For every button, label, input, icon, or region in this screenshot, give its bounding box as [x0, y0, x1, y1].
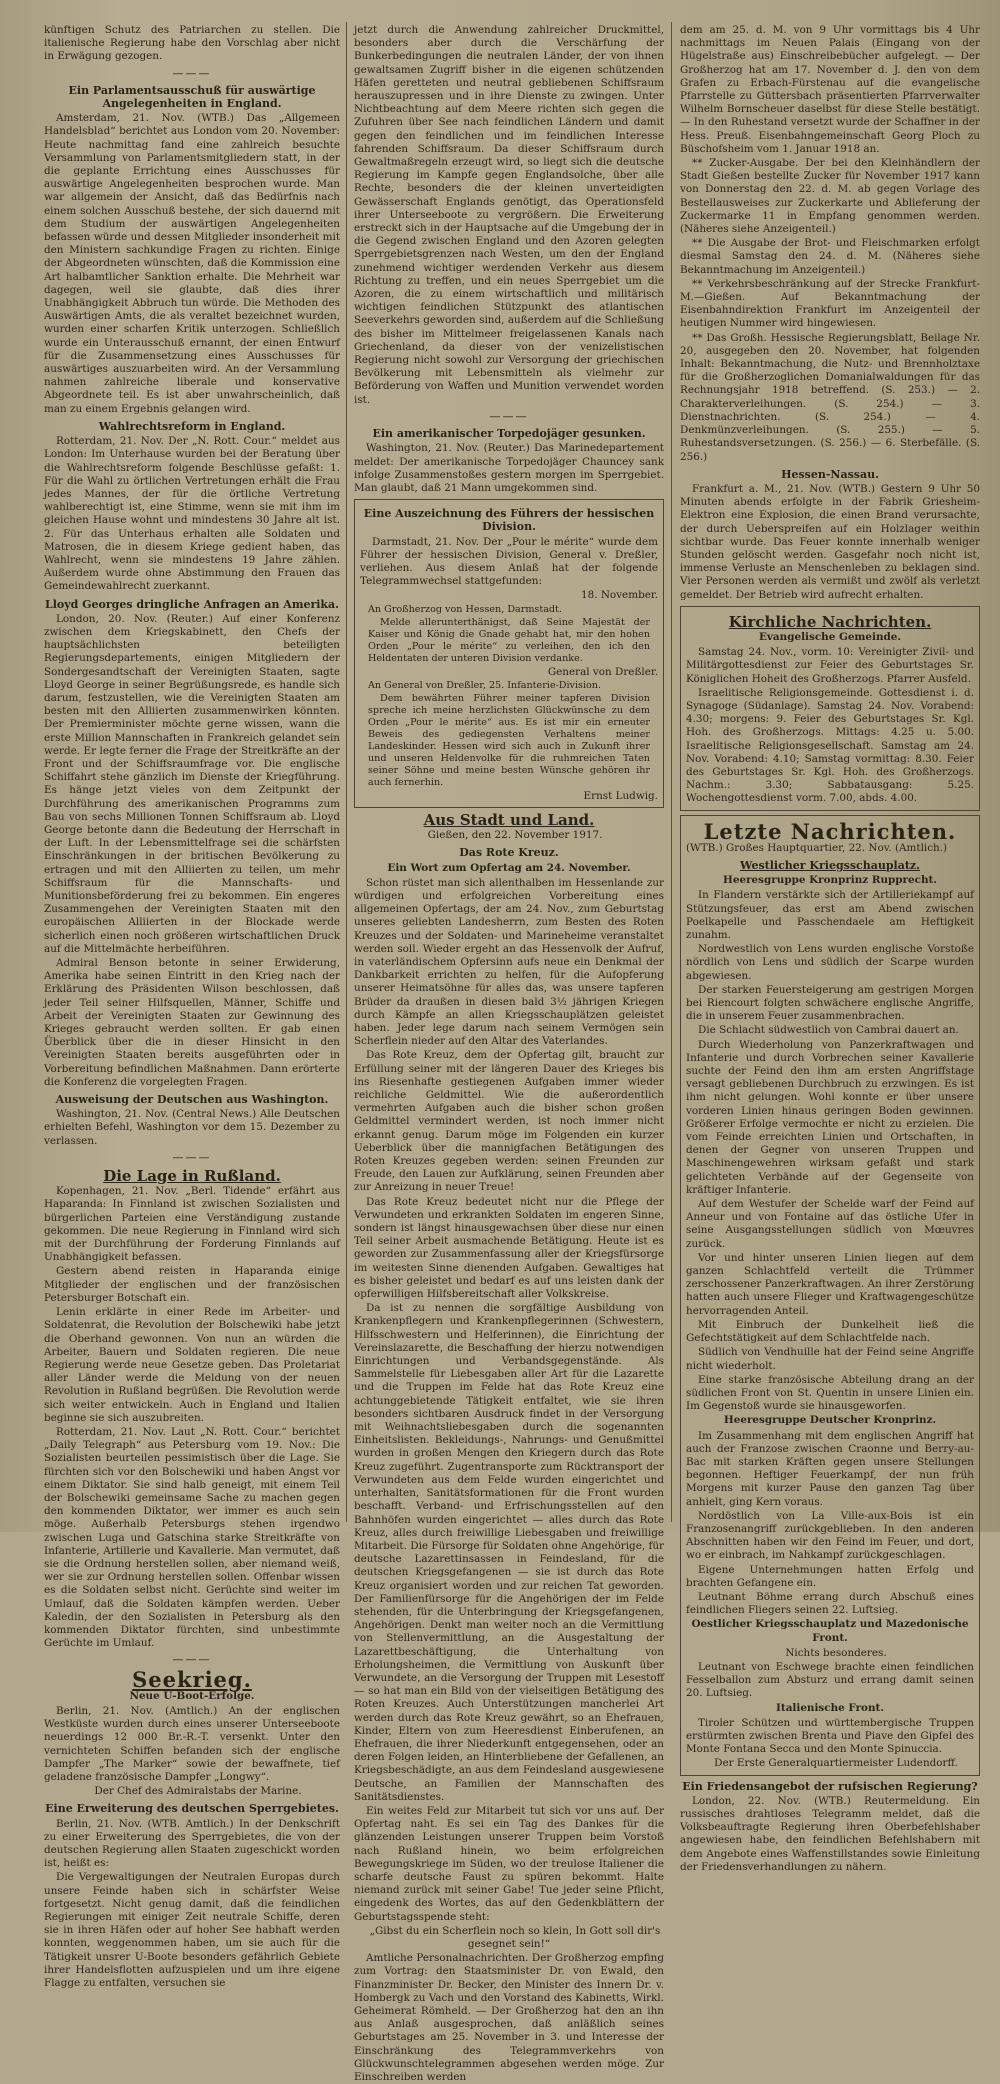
telegram-date: 18. November. — [581, 589, 658, 602]
telegram-address: An Großherzog von Hessen, Darmstadt. — [368, 603, 562, 615]
article-text: Berlin, 21. Nov. (WTB. Amtlich.) In der Denkschrift zu einer Erweiterung des Sperrgebietes, die von der deutschen Regierung allen Staaten zugeschickt worden ist, heißt es: — [44, 1817, 340, 1870]
article-text: Rotterdam, 21. Nov. Laut „N. Rott. Cour.“ berichtet „Daily Telegraph“ aus Petersburg vom 19. Nov.: Die Sozialisten beurteilen pessimistisch über die Lage. Sie fürchten sich vor den Bolschewiki und haben Angst vor einem Diktator. Sie sind halb geneigt, mit einem Teil der Bolschewiki gemeinsame Sache zu machen gegen den kommenden Diktator, wer immer es auch sein möge. Außerhalb Petersburgs stehen irgendwo zwischen Luga und Gatschina starke Streitkräfte von Infanterie, Artillerie und Kavallerie. Man vermutet, daß sie die Ordnung herstellen sollen, aber niemand weiß, wer sie zur Ordnung herstellen sollen. Offenbar wissen es die Soldaten selbst nicht. Gerüchte sind weiter im Umlauf, daß die Soldaten kämpfen werden. Ueber Kaledin, der den Sozialisten in Petersburg als den kommenden Diktator fürchten, sind unbestimmte Gerüchte im Umlauf. — [44, 1425, 340, 1650]
separator: ——— — [172, 1150, 212, 1164]
article-text: künftigen Schutz des Patriarchen zu stellen. Die italienische Regierung habe den Vorschlag aber nicht in Erwägung gezogen. — [44, 24, 340, 63]
article-text: In Flandern verstärkte sich der Artilleriekampf auf Stützungsfeuer, das erst am Abend zwischen Poelkapelle und Passchendaele am Heftigkeit zunahm. — [686, 889, 974, 941]
article-heading: Westlicher Kriegsschauplatz. — [740, 858, 920, 872]
article-text: Amtliche Personalnachrichten. Der Großherzog empfing zum Vortrag: den Staatsminister Dr. von Ewald, den Finanzminister Dr. Becker, den Minister des Innern Dr. v. Hombergk zu Vach und den Vorstand des Kabinetts, Wirkl. Geheimerat Römheld. — Der Großherzog hat den an ihn aus Anlaß ausgesprochen, daß anläßlich seines Geburtstages am 25. November in 3. und Interesse der Einschränkung des Telegrammverkehrs von Glückwunschtelegrammen abgesehen werden möge. Zur Einschreiben werden — [354, 1952, 664, 2084]
article-text: Lenin erklärte in einer Rede im Arbeiter- und Soldatenrat, die Revolution der Bolschewiki habe jetzt die Oberhand gewonnen. Von nun an würden die Arbeiter, Bauern und Soldaten regieren. Die neue Regierung werde neue Gesetze geben. Das Proletariat aller Länder werde die Meldung von der neuen Revolution in Rußland begrüßen. Die Revolution werde sich weiter entwickeln. Auch in England und Italien beginne sie sich auszubreiten. — [44, 1306, 340, 1424]
article-text: Samstag 24. Nov., vorm. 10: Vereinigter Zivil- und Militärgottesdienst zur Feier des Geburtstages Sr. Königlichen Hoheit des Großherzogs. Pfarrer Ausfeld. — [686, 646, 974, 685]
verse: „Gibst du ein Scherflein noch so klein, In Gott soll dir's gesegnet sein!“ — [369, 1924, 661, 1950]
article-text: Kopenhagen, 21. Nov. „Berl. Tidende“ erfährt aus Haparanda: In Finnland ist zwischen Sozialisten und bürgerlichen Parteien eine Verständigung zustande gekommen. Die neue Regierung in Finnland wird sich mit der Durchführung der Forderung Finnlands auf Unabhängigkeit befassen. — [44, 1185, 340, 1264]
section-heading: Aus Stadt und Land. — [423, 810, 595, 829]
column-rule — [671, 22, 672, 1522]
article-heading: Ein amerikanischer Torpedojäger gesunken. — [372, 427, 646, 441]
separator: ——— — [172, 1653, 212, 1667]
column-1 — [44, 24, 340, 1990]
telegram-address: An General von Dreßler, 25. Infanterie-Division. — [368, 679, 602, 691]
article-text: Auf dem Westufer der Schelde warf der Feind auf Anneur und von Fontaine auf das östliche Ufer in seine Ausgangsstellungen südlich von Mœuvres zurück. — [686, 1198, 974, 1250]
framed-article — [680, 815, 980, 1776]
article-text: dem am 25. d. M. von 9 Uhr vormittags bis 4 Uhr nachmittags im Neuen Palais (Eingang von der Hügelstraße aus) Einschreibebücher aufgelegt. — Der Großherzog hat am 17. November d. J. den von dem Grafen zu Erbach-Fürstenau auf die evangelische Pfarrstelle zu Güttersbach präsentierten Pfarrverwalter Wilhelm Bornscheuer daselbst für diese Stelle bestätigt. — In den Ruhestand versetzt wurde der Schaffner in der Hess. Preuß. Eisenbahngemeinschaft Georg Ploch zu Büschofsheim vom 1. Januar 1918 an. — [680, 24, 980, 155]
article-heading: Hessen-Nassau. — [781, 467, 879, 481]
article-text: Schon rüstet man sich allenthalben im Hessenlande zur würdigen und erfolgreichen Vorbereitung eines allgemeinen Opfertags, der am 24. Nov., zum Geburtstag unseres geliebten Landesherrn, zum Besten des Roten Kreuzes und der Soldaten- und Marineheime veranstaltet werden soll. Wieder ergeht an das Hessenvolk der Aufruf, in vaterländischem Opfersinn aufs neue ein Denkmal der Dankbarkeit errichten zu helfen, für die Aufopferung unserer Heimatsöhne für alles das, was unsere tapferen Brüder da draußen in diesen bald 3½ jährigen Kriegen durch Kämpfe an allen Kriegsschauplätzen geleistet haben. Jeder lege darum nach seinem Vermögen sein Scherflein nieder auf den Altar des Vaterlandes. — [354, 876, 664, 1048]
signature: Der Chef des Admiralstabs der Marine. — [94, 1785, 302, 1798]
article-subheading: Oestlicher Kriegsschauplatz und Mazedonische Front. — [691, 1618, 969, 1644]
column-3 — [680, 24, 980, 1873]
article-heading: Eine Erweiterung des deutschen Sperrgebietes. — [45, 1802, 339, 1816]
article-text: Eigene Unternehmungen hatten Erfolg und brachten Gefangene ein. — [686, 1563, 974, 1589]
section-heading: Kirchliche Nachrichten. — [728, 612, 932, 631]
article-text: Das Rote Kreuz, dem der Opfertag gilt, braucht zur Erfüllung seiner mit der längeren Dauer des Krieges bis ins Riesenhafte gestiegenen Aufgaben immer wieder reichliche Geldmittel. Wie die außerordentlich vermehrten Aufgaben auch die bisher schon großen Geldmittel vermindert werden, ist noch immer nicht erkannt genug. Darum möge im Folgenden ein kurzer Ueberblick über die mannigfachen Betätigungen des Roten Kreuzes gegeben werden: seinen Freunden zur Freude, den Lauen zur Aufklärung, seinen Freunden aber zur Anreizung in neuer Treue! — [354, 1049, 664, 1194]
framed-article — [680, 606, 980, 811]
article-text: Israelitische Religionsgemeinde. Gottesdienst i. d. Synagoge (Südanlage). Samstag 24. Nov. Vorabend: 4.30; morgens: 9. Feier des Geburtstages Sr. Kgl. Hoh. des Großherzogs. Mittags: 4.25 u. 5.00. Israelitische Religionsgesellschaft. Samstag am 24. Nov. Vorabend: 4.10; Samstag vormittag: 8.30. Feier des Geburtstages Sr. Kgl. Hoh. des Großherzogs. Nachm.: 3.30; Sabbatausgang: 5.25. Wochengottesdienst vorm. 7.00, abds. 4.00. — [686, 686, 974, 805]
dateline: Gießen, den 22. November 1917. — [427, 829, 603, 842]
article-text: Washington, 21. Nov. (Central News.) Alle Deutschen erhielten Befehl, Washington vor dem 15. Dezember zu verlassen. — [44, 1108, 340, 1147]
article-text: Mit Einbruch der Dunkelheit ließ die Gefechtstätigkeit auf dem Schlachtfelde nach. — [686, 1318, 974, 1345]
article-text: Südlich von Vendhuille hat der Feind seine Angriffe nicht wiederholt. — [686, 1346, 974, 1372]
separator: ——— — [172, 66, 212, 80]
article-text: Amsterdam, 21. Nov. (WTB.) Das „Allgemeen Handelsblad“ berichtet aus London vom 20. November: Heute nachmittag fand eine zahlreich besuchte Versammlung von Parlamentsmitgliedern statt, in der die geplante Errichtung eines Ausschusses für auswärtige Angelegenheiten besprochen wurde. Man war allgemein der Ansicht, daß das Bedürfnis nach einem solchen Ausschuß bestehe, der sich dauernd mit dem Studium der auswärtigen Angelegenheiten befassen würde und dessen Mitglieder insonderheit mit den Ministern sachkundige Fragen zu richten. Einige der Abgeordneten wünschten, daß die Kommission eine Art halbamtlicher Sanktion erhalte. Die Mehrheit war dagegen, weil sie glaubte, daß dies ihrer Unabhängigkeit Abbruch tun würde. Die Methoden des Auswärtigen Amts, die als veraltet bezeichnet wurden, wurden einer scharfen Kritik unterzogen. Schließlich wurde ein Unterausschuß ernannt, der einen Entwurf für die Zusammensetzung eines Ausschusses für auswärtiges auszuarbeiten wird. An der Versammlung nahmen zahlreiche liberale und konservative Abgeordnete teil. Es ist aber unwahrscheinlich, daß man zu einem Ergebnis gelangen wird. — [44, 112, 340, 415]
article-text: ** Das Großh. Hessische Regierungsblatt, Beilage Nr. 20, ausgegeben den 20. November, hat folgenden Inhalt: Bekanntmachung, die Nutz- und Brennholztaxe für die Großherzoglichen Domanialwaldungen für das Rechnungsjahr 1918 betreffend. (S. 253.) — 2. Charakterverleihungen. (S. 254.) — 3. Dienstnachrichten. (S. 254.) — 4. Denkmünzverleihungen. (S. 255.) — 5. Ruhestandsversetzungen. (S. 256.) — 6. Sterbefälle. (S. 256.) — [680, 331, 980, 463]
section-heading: Letzte Nachrichten. — [703, 818, 957, 844]
article-heading: Ausweisung der Deutschen aus Washington. — [55, 1093, 329, 1107]
article-heading: Eine Auszeichnung des Führers der hessischen Division. — [363, 507, 655, 534]
article-subheading: Heeresgruppe Deutscher Kronprinz. — [723, 1414, 937, 1427]
section-heading: Die Lage in Rußland. — [103, 1167, 281, 1186]
article-text: Die Schlacht südwestlich von Cambrai dauert an. — [698, 1024, 959, 1037]
signature: General von Dreßler. — [547, 665, 658, 678]
section-subheading: Neue U-Boot-Erfolge. — [129, 1689, 255, 1702]
article-text: Gestern abend reisten in Haparanda einige Mitglieder der englischen und der französischen Petersburger Botschaft ein. — [44, 1265, 340, 1304]
framed-article — [354, 499, 664, 808]
article-text: Eine starke französische Abteilung drang an der südlichen Front von St. Quentin in unsere Linien ein. Im Gegenstoß wurde sie hinausgeworfen. — [686, 1373, 974, 1413]
article-text: Washington, 21. Nov. (Reuter.) Das Marinedepartement meldet: Der amerikanische Torpedojäger Chauncey sank infolge Zusammenstoßes gestern morgen im Sperrgebiet. Man glaubt, daß 21 Mann umgekommen sind. — [354, 442, 664, 494]
article-heading: Das Rote Kreuz. — [459, 846, 559, 860]
article-text: ** Zucker-Ausgabe. Der bei den Kleinhändlern der Stadt Gießen bestellte Zucker für November 1917 kann von Donnerstag den 22. d. M. ab gegen Vorlage des Bestellausweises zur Zuckerkarte und Ablieferung der Zuckermarke 11 in Empfang genommen werden. (Näheres siehe Anzeigenteil.) — [680, 157, 980, 236]
article-text: Ein weites Feld zur Mitarbeit tut sich vor uns auf. Der Opfertag naht. Es sei ein Tag des Dankes für die glänzenden Leistungen unserer Truppen beim Vorstoß nach Rußland hinein, wo beim erfolgreichen Bewegungskriege im Süden, wo der treulose Italiener die scharfe deutsche Faust zu spüren bekommt. Halte niemand zurück mit seiner Gabe! Tue jeder seine Pflicht, eingedenk des Wortes, das auf den Gedenkblättern der Geburtstagsspende steht: — [354, 1804, 664, 1923]
article-text: Im Zusammenhang mit dem englischen Angriff hat auch der Franzose zwischen Craonne und Berry-au-Bac mit starken Kräften gegen unsere Stellungen begonnen. Heftiger Feuerkampf, der nun früh Morgens mit kurzer Pause den ganzen Tag über anhielt, ging Kern voraus. — [686, 1429, 974, 1508]
article-text: Da ist zu nennen die sorgfältige Ausbildung von Krankenpflegern und Krankenpflegerinnen (Schwestern, Hilfsschwestern und Helferinnen), die Einrichtung der Vereinslazarette, die Beschaffung der hierzu notwendigen Einrichtungen und Verbandsgegenstände. Als Sammelstelle für Liebesgaben aller Art für die Lazarette und die Truppen im Felde hat das Rote Kreuz eine achtunggebietende Tätigkeit entfaltet, wie sie ihren besonders sichtbaren Ausdruck findet in der Versorgung mit Weihnachtsliebesgaben durch die sogenannten Einheitslisten. Bekleidungs-, Nahrungs- und Genußmittel wurden in großen Mengen den Kriegern durch das Rote Kreuz zugeführt. Zugentransporte zum Rücktransport der Verwundeten aus dem Felde wurden eingerichtet und unterhalten, Sanitätsformationen für die Front wurden beschafft. Verband- und Erfrischungsstellen auf den Bahnhöfen wurden eingerichtet — alles durch das Rote Kreuz, alles durch freiwillige Liebesgaben und freiwillige Mitarbeit. Die Fürsorge für Soldaten ohne Angehörige, für deutsche Lazarettinsassen in Feindesland, für die deutschen Kriegsgefangenen — sie ist durch das Rote Kreuz organisiert worden und zur reichen Tat geworden. Der Familienfürsorge für die Angehörigen der im Felde stehenden, für die Unterbringung der Kriegsgefangenen, Angehörigen. Denkt man weiter noch an die Vermittlung von Stellenvermittlung, an die Ausgestaltung der Lazarettbeschäftigung, die Unterhaltung von Erholungsheimen, die Vermittlung von Auskunft über Verwundete, an die Versorgung der Truppen mit Lesestoff — so hat man ein Bild von der vielseitigen Betätigung des Roten Kreuzes. Auch Unterstützungen mancherlei Art werden durch das Rote Kreuz gewährt, so an Ehefrauen, Kinder, Eltern von zum Heeresdienst Einberufenen, an Ehefrauen, die ihrer Niederkunft entgegensehen, oder an deren Folgen leiden, an Hinterbliebene der Gefallenen, an Kriegsbeschädigte, an aus dem Feindesland ausgewiesene Deutsche, an Familien der Mannschaften des Sanitätsdienstes. — [354, 1302, 664, 1803]
signature: Ernst Ludwig. — [583, 789, 658, 802]
article-heading: Ein Parlamentsausschuß für auswärtige Angelegenheiten in England. — [68, 83, 316, 111]
article-text: Durch Wiederholung von Panzerkraftwagen und Infanterie und durch Vorbrechen seiner Kavallerie suchte der Feind den ihm am ersten Angriffstage versagt gebliebenen Durchbruch zu erzwingen. Es ist ihm nicht gelungen. Wohl konnte er über unsere vorderen Linien hinaus geringen Boden gewinnen. Größerer Erfolge vermochte er nicht zu erzielen. Die vom Feinde erreichten Linien und Ortschaften, in denen der Gegner von unseren Truppen und Maschinengewehren wirksam gefaßt und stark gelichteten Verbände auf der Gegenseite von kräftiger Infanterie. — [686, 1038, 974, 1196]
column-2 — [354, 24, 664, 2084]
article-text: (WTB.) Großes Hauptquartier, 22. Nov. (Amtlich.) — [686, 841, 948, 854]
article-text: Berlin, 21. Nov. (Amtlich.) An der englischen Westküste wurden durch eines unserer Unterseeboote neuerdings 12 000 Br.-R.-T. versenkt. Unter den vernichteten Schiffen befanden sich der englische Dampfer „The Marker“ sowie der bewaffnete, tief geladene französische Dampfer „Longwy“. — [44, 1704, 340, 1783]
article-text: Nichts besonderes. — [785, 1646, 887, 1659]
article-heading: Wahlrechtsreform in England. — [98, 419, 286, 433]
telegram-text: Melde allerunterthänigst, daß Seine Majestät der Kaiser und König die Gnade gehabt hat, mir den hohen Orden „Pour le mérite“ zu verleihen, den ich den Heldentaten der unteren Division verdanke. — [368, 616, 650, 664]
article-text: jetzt durch die Anwendung zahlreicher Druckmittel, besonders aber durch die Verschärfung der Bunkerbedingungen die neutralen Länder, der von ihnen gewaltsamen Zugriff bisher in die eigenen schützenden Häfen geretteten und neutral gebliebenen Schiffsraum herauszupressen und in ihre Dienste zu zwingen. Unter Nichtbeachtung auf dem Meere richten sich gegen die Zufuhren über See nach feindlichen Ländern und damit gegen den feindlichen und im feindlichen Interesse fahrenden Schiffsraum. Da dieser Schiffsraum durch Gewaltmaßregeln erzeugt wird, so liegt sich die deutsche Regierung im Kampfe gegen Englandsolche, über alle Rechte, besonders die der kleinen unverteidigten Gewässerschaft Englands genötigt, das Operationsfeld ihrer Unterseeboote zu vergrößern. Die Erweiterung erstreckt sich in der Hauptsache auf die Umgebung der in die Gegend zwischen England und den Azoren gelegten Sperrgebietsgrenzen nach Westen, um den der England zunehmend wichtiger werdenden Verkehr aus diesem Richtung zu treffen, und ein neues Sperrgebiet um die Azoren, die zu einem wirtschaftlich und militärisch wichtigen feindlichen Stützpunkt des atlantischen Seeverkehrs geworden sind, außerdem auf die Schließung des bisher im Mittelmeer freigelassenen Kanals nach Griechenland, da dieser von der venizelistischen Regierung nicht sowohl zur Versorgung der griechischen Bevölkerung mit Lebensmitteln als vielmehr zur Beförderung von Waffen und Munition verwendet worden ist. — [354, 24, 664, 406]
article-heading: Lloyd Georges dringliche Anfragen an Amerika. — [44, 597, 340, 611]
section-heading: Seekrieg. — [132, 1666, 252, 1692]
separator: ——— — [489, 409, 529, 423]
article-text: London, 22. Nov. (WTB.) Reutermeldung. Ein russisches drahtloses Telegramm meldet, daß die Volksbeauftragte Regierung ihren Oberbefehlshaber angewiesen habe, den feindlichen Befehlshabern mit dem Angebote eines Waffenstillstandes sowie Einleitung der Friedensverhandlungen zu nähern. — [680, 1794, 980, 1873]
article-text: Leutnant Böhme errang durch Abschuß eines feindlichen Fliegers seinen 22. Luftsieg. — [686, 1590, 974, 1617]
signature: Der Erste Generalquartiermeister Ludendorff. — [714, 1757, 958, 1770]
article-subheading: Italienische Front. — [776, 1701, 884, 1714]
article-text: Nordöstlich von La Ville-aux-Bois ist ein Franzosenangriff zurückgeblieben. In den anderen Abschnitten haben wir den Feind im Feuer, und dort, wo er einbrach, im Nahkampf zurückgeschlagen. — [686, 1509, 974, 1562]
article-subheading: Ein Wort zum Opfertag am 24. November. — [387, 861, 631, 874]
article-text: Der starken Feuersteigerung am gestrigen Morgen bei Riencourt folgten schwächere englische Angriffe, die in unserem Feuer zusammenbrachen. — [686, 983, 974, 1023]
article-text: Frankfurt a. M., 21. Nov. (WTB.) Gestern 9 Uhr 50 Minuten abends erfolgte in der Fabrik Griesheim-Elektron eine Explosion, die einen Brand verursachte, der durch Ueberspreifen auf ein Holzlager weithin sichtbar wurde. Das Feuer konnte innerhalb weniger Stunden gelöscht werden. Gasgefahr noch nicht ist, immense Verluste an Menschenleben zu beklagen sind. Vier Personen werden als vermißt und zwölf als verletzt gemeldet. Der Betrieb wird aufrecht erhalten. — [680, 482, 980, 601]
article-text: Nordwestlich von Lens wurden englische Vorstoße nördlich von Lens und südlich der Scarpe wurden abgewiesen. — [686, 943, 974, 982]
article-text: Admiral Benson betonte in seiner Erwiderung, Amerika habe seinen Eintritt in den Krieg nach der Erklärung des Präsidenten Wilson beschlossen, daß jeder Teil seiner Hilfsquellen, Männer, Schiffe und Arbeit der Vereinigten Staaten zur Gewinnung des Krieges gebraucht werden sollten. Er gab einen Überblick über die in dieser Hinsicht in den Vereinigten Staaten bereits ausgeführten oder in Vorbereitung befindlichen Maßnahmen. Dann erörterte die Konferenz die vorgelegten Fragen. — [44, 957, 340, 1088]
article-text: ** Die Ausgabe der Brot- und Fleischmarken erfolgt diesmal Samstag den 24. d. M. (Näheres siehe Bekanntmachung im Anzeigenteil.) — [680, 237, 980, 276]
article-text: Das Rote Kreuz bedeutet nicht nur die Pflege der Verwundeten und erkrankten Soldaten im engeren Sinne, sondern ist längst hinausgewachsen über diese nur einen Teil seiner Arbeit ausmachende Betätigung. Heute ist es geworden zur Zusammenfassung aller der Kriegsfürsorge im weitesten Sinne dienenden Aufgaben. Gewaltiges hat es bisher geleistet und bedarf es auf uns leisten dank der opferwilligen Hilfsbereitschaft aller Volkskreise. — [354, 1195, 664, 1301]
article-text: Rotterdam, 21. Nov. Der „N. Rott. Cour.“ meldet aus London: Im Unterhause wurden bei der Beratung über die Wahlrechtsreform folgende Beschlüsse gefaßt: 1. Für die Wahl zu örtlichen Vertretungen erhält die Frau jedes Mannes, der für die örtliche Vertretung wahlberechtigt ist, eine Stimme, wenn sie mit ihm im gleichen Hause wohnt und mindestens 30 Jahre alt ist. 2. Für das Unterhaus erhalten alle Soldaten und Matrosen, die in diesem Kriege gedient haben, das Wahlrecht, wenn sie mindestens 19 Jahre zählen. Außerdem wurde ohne Abstimmung den Frauen das Gemeindewahlrecht zuerkannt. — [44, 435, 340, 593]
article-text: London, 20. Nov. (Reuter.) Auf einer Konferenz zwischen dem Kriegskabinett, den Chefs der hauptsächlichsten beteiligten Regierungsdepartements, einigen Mitgliedern der Sondergesandtschaft der Vereinigten Staaten, sagte Lloyd George in seiner Begrüßungsrede, es handle sich darum, festzustellen, wie die Vereinigten Staaten am besten mit den Alliierten zusammenwirken könnten. Der Premierminister möchte gerne wissen, wann die erste Million Mannschaften in Frankreich gelandet sein werde. Er legte ferner die Frage der Streitkräfte an der Front und der Schiffsraumfrage vor. Die englische Schiffahrt stehe gänzlich im Dienste der Kriegführung. Es hänge jetzt vieles von dem Zeitpunkt der Durchführung des amerikanischen Programms zum Bau von sechs Millionen Tonnen Schiffsraum ab. Lloyd George betonte dann die Bedeutung der Herrschaft in der Luft. In der Lebensmittelfrage sei die schärfsten Einschränkungen in der britischen Bevölkerung zu ertragen und mit den Alliierten zu teilen, um mehr Schiffsraum für die Mannschafts- und Munitionsbeförderung frei zu bekommen. Ein engeres Zusammengehen der Vereinigten Staaten mit den europäischen Alliierten in der Blockade werde sicherlich einen noch größeren wirtschaftlichen Druck auf die Mittelmächte herbeiführen. — [44, 612, 340, 955]
telegram-text: Dem bewährten Führer meiner tapferen Division spreche ich meine herzlichsten Glückwünsche zu dem Orden „Pour le mérite“ aus. Es ist mir ein erneuter Beweis des gediegensten Verhaltens meiner Landeskinder. Hessen wird sich auch in Zukunft ihrer und unseren Heldenvolke für die ruhmreichen Taten seiner Söhne und meine besten Wünsche gehören ihr auch fernerhin. — [368, 692, 650, 788]
article-heading: Ein Friedensangebot der rufsischen Regierung? — [682, 1779, 978, 1793]
section-subheading: Evangelische Gemeinde. — [758, 630, 902, 643]
column-rule — [346, 22, 347, 1522]
article-text: ** Verkehrsbeschränkung auf der Strecke Frankfurt-M.—Gießen. Auf Bekanntmachung der Eisenbahndirektion Frankfurt im Anzeigenteil der heutigen Nummer wird hingewiesen. — [680, 277, 980, 330]
article-text: Darmstadt, 21. Nov. Der „Pour le mérite“ wurde dem Führer der hessischen Division, General v. Dreßler, verliehen. Aus diesem Anlaß hat der folgende Telegrammwechsel stattgefunden: — [360, 535, 658, 588]
article-text: Vor und hinter unseren Linien liegen auf dem ganzen Schlachtfeld verteilt die Trümmer zerschossener Panzerkraftwagen. An ihrer Zerstörung hatten auch unsere Flieger und Kraftwagengeschütze hervorragenden Anteil. — [686, 1251, 974, 1317]
article-subheading: Heeresgruppe Kronprinz Rupprecht. — [723, 874, 937, 887]
article-text: Tiroler Schützen und württembergische Truppen erstürmten zwischen Brenta und Piave den Gipfel des Monte Fontana Secca und den Monte Spinuccia. — [686, 1716, 974, 1756]
article-text: Die Vergewaltigungen der Neutralen Europas durch unsere Feinde haben sich in schärfster Weise fortgesetzt. Nicht genug damit, daß die feindlichen Regierungen mit einiger Zeit neutrale Schiffe, deren sie in ihren Häfen oder auf hoher See habhaft werden konnten, weggenommen haben, um sie auch für die Tätigkeit unsrer U-Boote besonders gefährlich Gebiete ihrer Handelsflotten aufzuspielen und um ihre eigene Flagge zu entfalten, versuchen sie — [44, 1871, 340, 1990]
article-text: Leutnant von Eschwege brachte einen feindlichen Fesselballon zum Absturz und errang damit seinen 20. Luftsieg. — [686, 1660, 974, 1700]
